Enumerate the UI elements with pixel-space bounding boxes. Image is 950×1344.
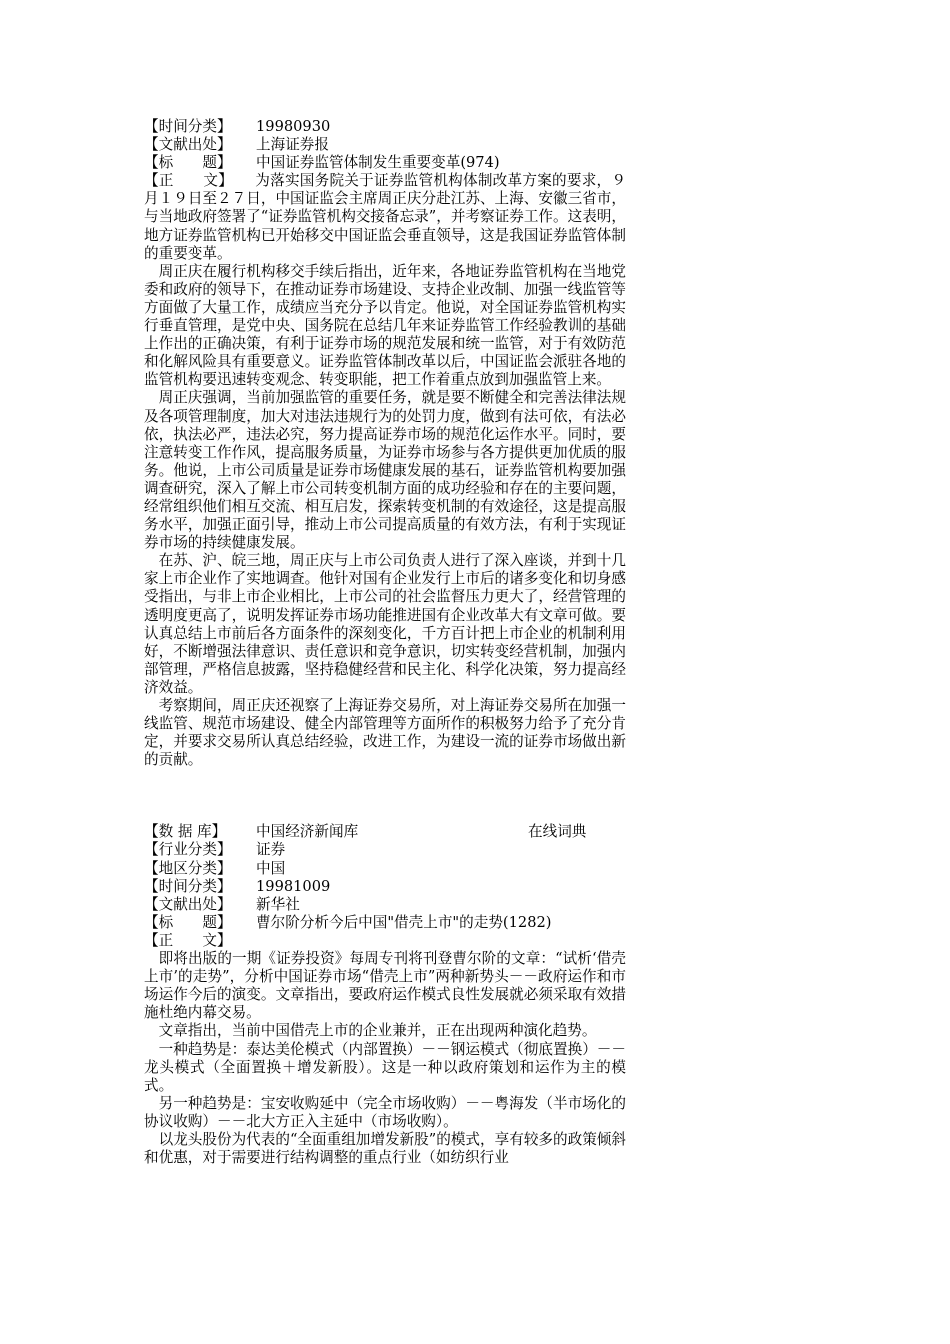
meta-row-source xyxy=(144,136,626,154)
body-paragraph: 一种趋势是：泰达美伦模式（内部置换）－－钢运模式（彻底置换）－－龙头模式（全面置换＋增发新股）。这是一种以政府策划和运作为主的模式。 xyxy=(144,1040,626,1094)
meta-key: 【标 题】 xyxy=(144,154,232,172)
meta-row-body xyxy=(144,932,626,950)
document-page xyxy=(144,118,626,1167)
body-paragraph: 考察期间，周正庆还视察了上海证券交易所，对上海证券交易所在加强一线监管、规范市场建设、健全内部管理等方面所作的积极努力给予了充分肯定，并要求交易所认真总结经验，改进工作，为建设一流的证券市场做出新的贡献。 xyxy=(144,697,626,769)
meta-row-database xyxy=(144,823,626,841)
article-2 xyxy=(144,823,626,1167)
meta-value: 19981009 xyxy=(256,877,331,895)
body-key: 【正 文】 xyxy=(144,172,234,190)
article-body xyxy=(144,950,626,1167)
meta-row-region xyxy=(144,860,626,878)
body-paragraph: 以龙头股份为代表的“全面重组加增发新股”的模式，享有较多的政策倾斜和优惠，对于需要进行结构调整的重点行业（如纺织行业 xyxy=(144,1130,626,1167)
body-paragraph: 另一种趋势是：宝安收购延中（完全市场收购）－－粤海发（半市场化的协议收购）－－北大方正入主延中（市场收购）。 xyxy=(144,1094,626,1130)
meta-row-source xyxy=(144,896,626,914)
body-paragraph xyxy=(144,172,626,262)
body-paragraph: 在苏、沪、皖三地，周正庆与上市公司负责人进行了深入座谈，并到十几家上市企业作了实地调查。他针对国有企业发行上市后的诸多变化和切身感受指出，与非上市企业相比，上市公司的社会监督压力更大了，经营管理的透明度更高了，说明发挥证券市场功能推进国有企业改革大有文章可做。要认真总结上市前后各方面条件的深刻变化，千方百计把上市企业的机制利用好，不断增强法律意识、责任意识和竞争意识，切实转变经营机制，加强内部管理，严格信息披露，坚持稳健经营和民主化、科学化决策，努力提高经济效益。 xyxy=(144,552,626,696)
meta-key: 【行业分类】 xyxy=(144,841,232,859)
meta-row-time xyxy=(144,118,626,136)
meta-row-title xyxy=(144,914,626,932)
meta-key: 【文献出处】 xyxy=(144,136,232,154)
meta-value: 证券 xyxy=(256,841,286,859)
meta-key: 【时间分类】 xyxy=(144,118,232,135)
article-title: 中国证券监管体制发生重要变革(974) xyxy=(256,154,500,172)
meta-value: 上海证券报 xyxy=(256,136,329,154)
meta-value: 中国 xyxy=(256,859,286,877)
meta-key: 【地区分类】 xyxy=(144,859,232,877)
meta-key: 【时间分类】 xyxy=(144,877,232,895)
article-body xyxy=(144,172,626,769)
meta-row-time xyxy=(144,878,626,896)
article-title: 曹尔阶分析今后中国"借壳上市"的走势(1282) xyxy=(256,913,552,931)
paragraph-text: 为落实国务院关于证券监管机构体制改革方案的要求，９月１９日至２７日，中国证监会主席周正庆分赴江苏、上海、安徽三省市，与当地政府签署了“证券监管机构交接备忘录”，并考察证券工作。这表明，地方证券监管机构已开始移交中国证监会垂直领导，这是我国证券监管体制的重要变革。 xyxy=(144,172,626,262)
body-paragraph: 即将出版的一期《证券投资》每周专刊将刊登曹尔阶的文章：“试析‘借壳上市’的走势”，分析中国证券市场“借壳上市”两种新势头－－政府运作和市场运作今后的演变。文章指出，要政府运作模式良性发展就必须采取有效措施杜绝内幕交易。 xyxy=(144,950,626,1022)
meta-row-industry xyxy=(144,841,626,859)
meta-row-title xyxy=(144,154,626,172)
meta-key: 【标 题】 xyxy=(144,913,232,931)
body-paragraph: 周正庆强调，当前加强监管的重要任务，就是要不断健全和完善法律法规及各项管理制度，加大对违法违规行为的处罚力度，做到有法可依，有法必依，执法必严，违法必究，努力提高证券市场的规范化运作水平。同时，要注意转变工作作风，提高服务质量，为证券市场参与各方提供更加优质的服务。他说，上市公司质量是证券市场健康发展的基石，证券监管机构要加强调查研究，深入了解上市公司转变机制方面的成功经验和存在的主要问题，经常组织他们相互交流、相互启发，探索转变机制的有效途径，这是提高服务水平，加强正面引导，推动上市公司提高质量的有效方法，有利于实现证券市场的持续健康发展。 xyxy=(144,389,626,552)
meta-key: 【数 据 库】 xyxy=(144,823,227,841)
section-gap xyxy=(144,769,626,823)
meta-key: 【文献出处】 xyxy=(144,895,232,913)
online-dictionary-link[interactable]: 在线词典 xyxy=(528,823,587,841)
article-1 xyxy=(144,118,626,769)
body-paragraph: 周正庆在履行机构移交手续后指出，近年来，各地证券监管机构在当地党委和政府的领导下，在推动证券市场建设、支持企业改制、加强一线监管等方面做了大量工作，成绩应当充分予以肯定。他说，对全国证券监管机构实行垂直管理，是党中央、国务院在总结几年来证券监管工作经验教训的基础上作出的正确决策，有利于证券市场的规范发展和统一监管，对于有效防范和化解风险具有重要意义。证券监管体制改革以后，中国证监会派驻各地的监管机构要迅速转变观念、转变职能，把工作着重点放到加强监管上来。 xyxy=(144,262,626,389)
body-paragraph: 文章指出，当前中国借壳上市的企业兼并，正在出现两种演化趋势。 xyxy=(158,1022,597,1040)
meta-value: 中国经济新闻库 xyxy=(256,823,359,841)
meta-value: 19980930 xyxy=(256,118,331,135)
meta-value: 新华社 xyxy=(256,895,300,913)
body-key: 【正 文】 xyxy=(144,931,232,949)
